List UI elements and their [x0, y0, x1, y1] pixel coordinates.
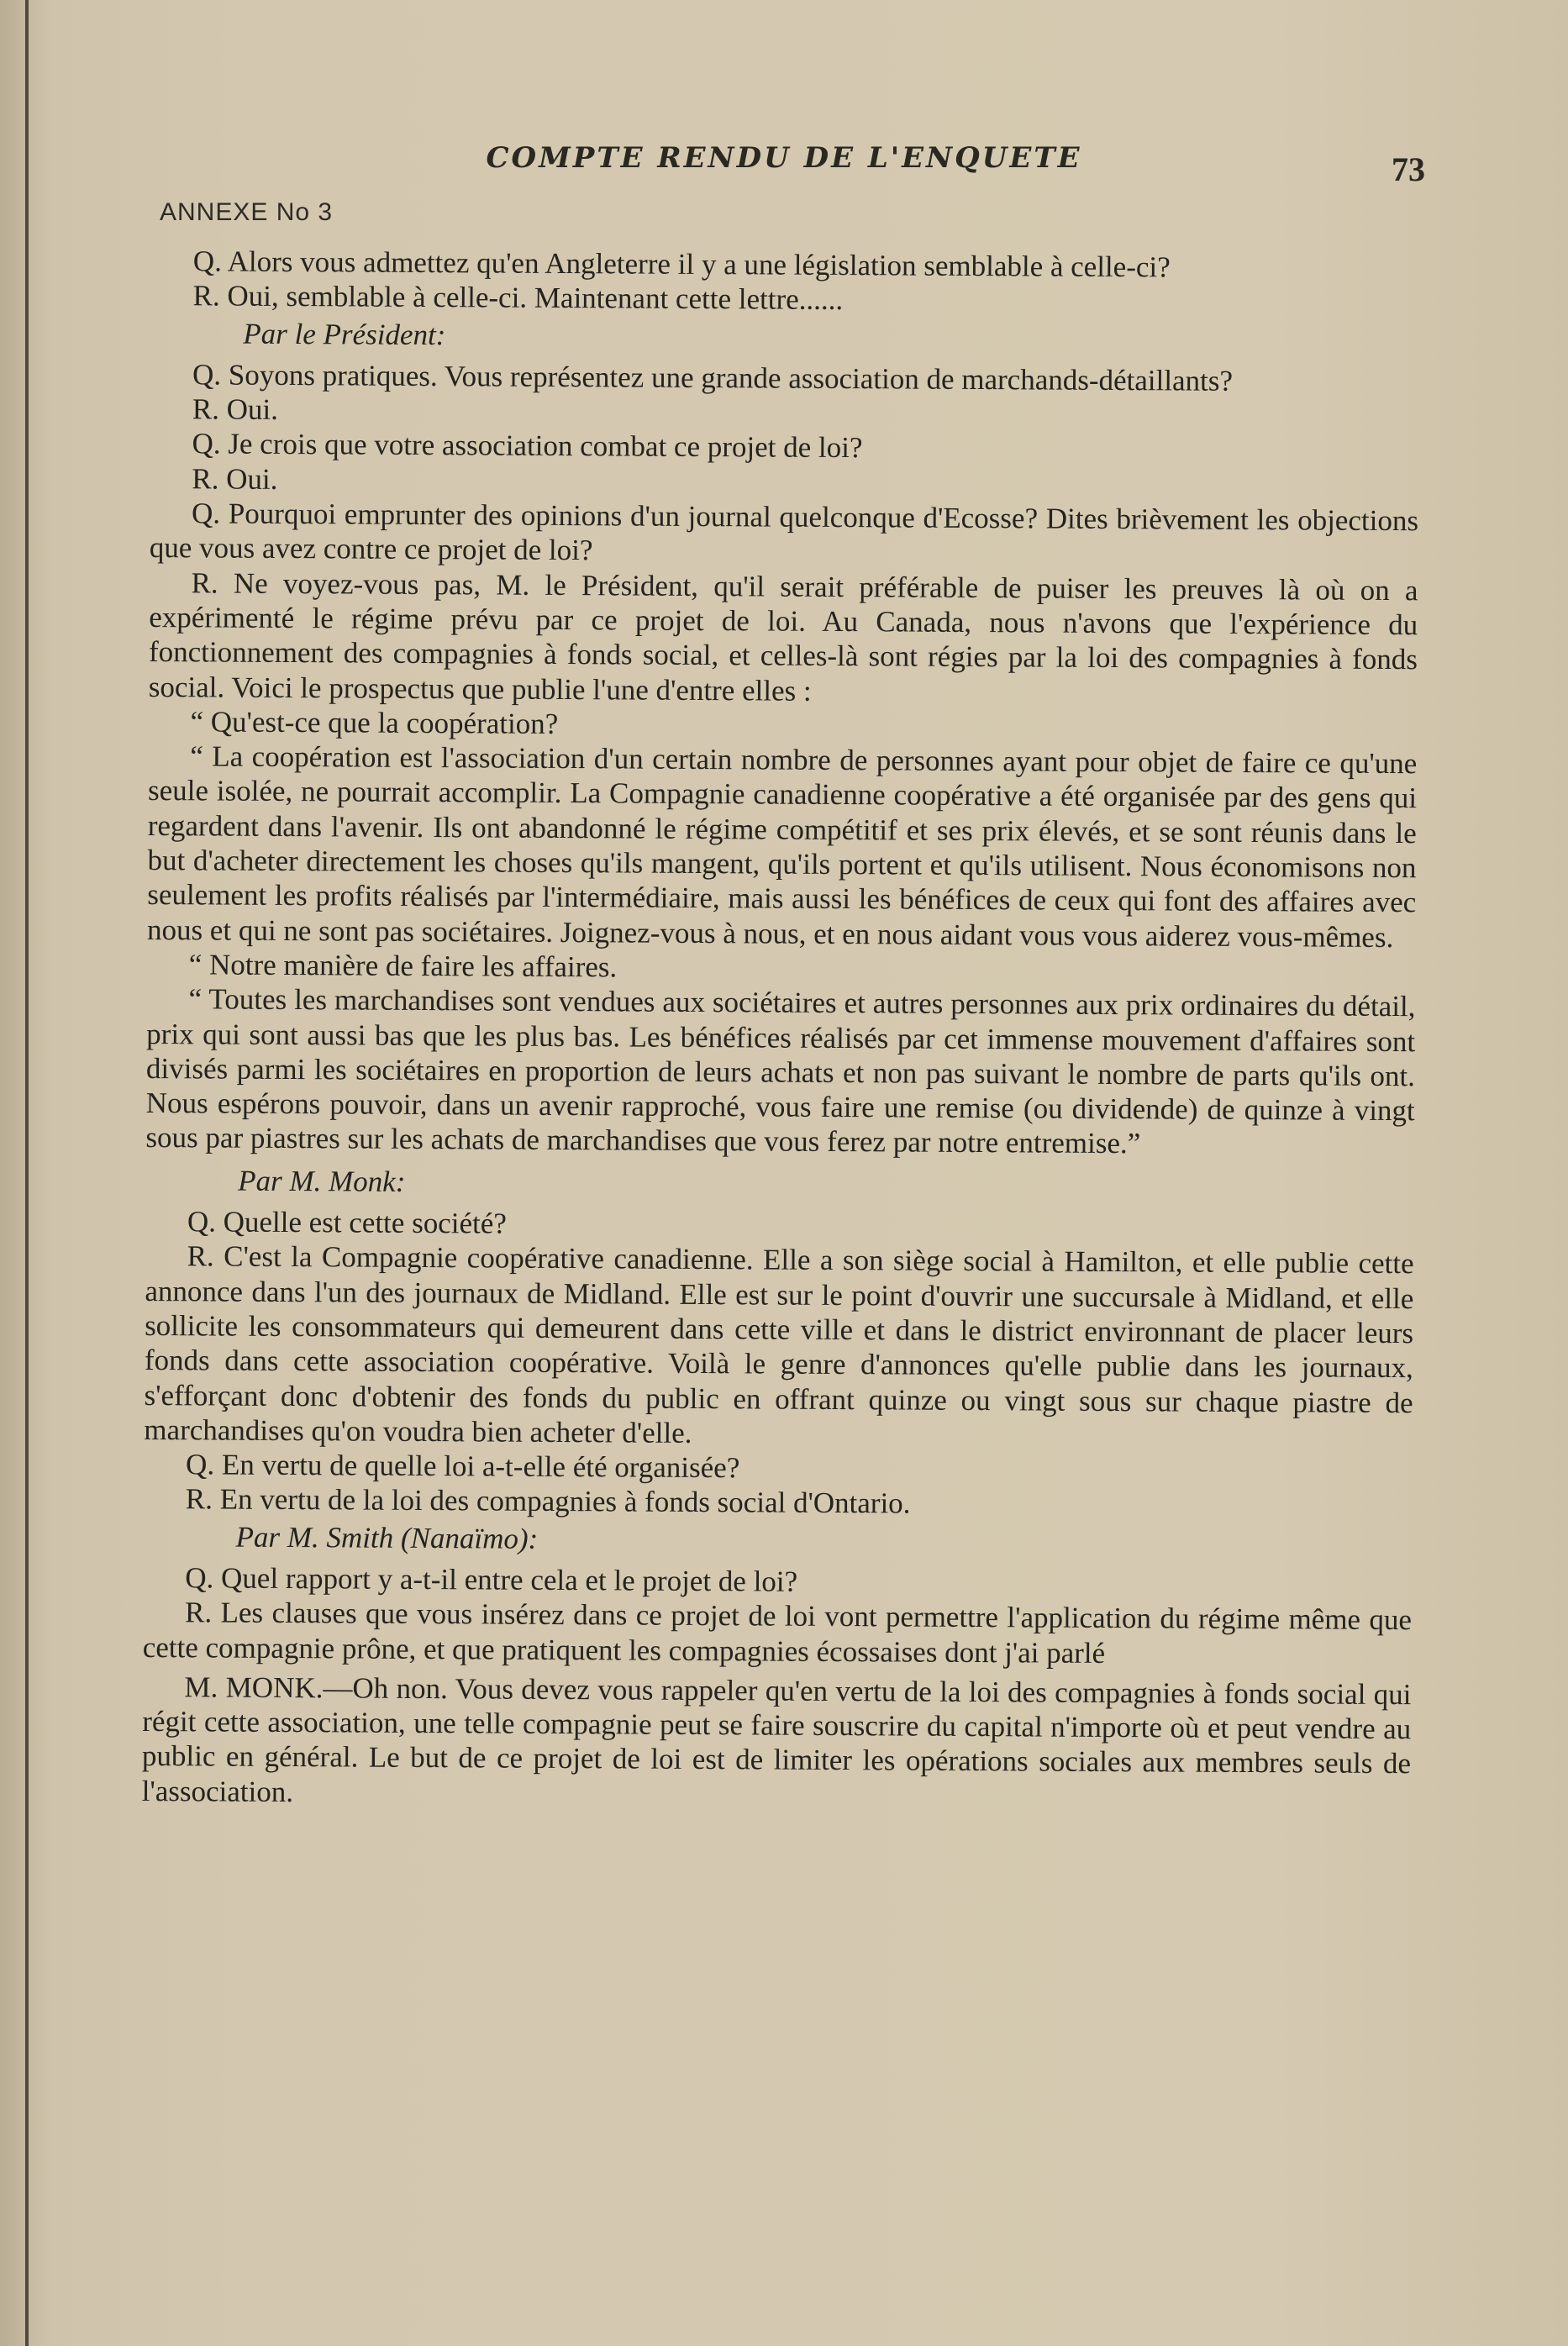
paragraph: R. Les clauses que vous insérez dans ce projet de loi vont permettre l'application du régime même que cette compagnie prône, et que pratiquent les compagnies écossaises dont j'ai parlé	[142, 1596, 1413, 1670]
paragraph: Q. En vertu de quelle loi a-t-elle été organisée?	[186, 1448, 740, 1485]
paragraph: “ La coopération est l'association d'un certain nombre de personnes ayant pour objet de faire ce qu'une seule isolée, ne pourrait accomplir. La Compagnie canadienne coopérative a été organisée par des gens qui regardent dans l'avenir. Ils ont abandonné le régime compétitif et ses prix élevés, et se sont réunis dans le but d'acheter directement les choses qu'ils mangent, qu'ils portent et qu'ils utilisent. Nous économisons non seulement les profits réalisés par l'intermédiaire, mais aussi les bénéfices de ceux qui font des affaires avec nous et qui ne sont pas sociétaires. Joignez-vous à nous, et en nous aidant vous vous aiderez vous-mêmes.	[146, 739, 1418, 954]
running-header: COMPTE RENDU DE L'ENQUETE	[486, 141, 1082, 175]
paragraph: “ Toutes les marchandises sont vendues aux sociétaires et autres personnes aux prix ordinaires du détail, prix qui sont aussi bas que les plus bas. Les bénéfices réalisés par cet immense mouvement d'affaires sont divisés parmi les sociétaires en proportion de leurs achats et non pas suivant le nombre de parts qu'ils ont. Nous espérons pouvoir, dans un avenir rapproché, vous faire une remise (ou dividende) de quinze à vingt sous par piastres sur les achats de marchandises que vous ferez par notre entremise.”	[145, 982, 1416, 1160]
paragraph: “ Notre manière de faire les affaires.	[188, 948, 618, 984]
document-body	[142, 244, 1420, 1816]
paragraph: R. Oui, semblable à celle-ci. Maintenant cette lettre......	[192, 279, 844, 317]
paragraph: R. En vertu de la loi des compagnies à fonds social d'Ontario.	[185, 1482, 911, 1520]
speaker-heading: Par M. Smith (Nanaïmo):	[235, 1520, 539, 1555]
paragraph: Q. Je crois que votre association combat ce projet de loi?	[192, 427, 863, 465]
paragraph: R. Oui.	[192, 462, 278, 496]
paragraph: M. MONK.—Oh non. Vous devez vous rappeler qu'en vertu de la loi des compagnies à fonds social qui régit cette association, une telle compagnie peut se faire souscrire du capital n'importe où et peut vendre au public en général. Le but de ce projet de loi est de limiter les opérations sociales aux membres seuls de l'association.	[141, 1670, 1412, 1808]
binding-edge	[25, 0, 29, 2346]
paragraph: R. C'est la Compagnie coopérative canadienne. Elle a son siège social à Hamilton, et elle publie cette annonce dans l'un des journaux de Midland. Elle est sur le point d'ouvrir une succursale à Midland, et elle sollicite les consommateurs qui demeurent dans cette ville et dans le district environnant de placer leurs fonds dans cette association coopérative. Voilà le genre d'annonces qu'elle publie dans les journaux, s'efforçant donc d'obtenir des fonds du public en offrant quinze ou vingt sous sur chaque piastre de marchandises qu'on voudra bien acheter d'elle.	[144, 1239, 1414, 1449]
page-number: 73	[1392, 150, 1425, 188]
paragraph: Q. Quelle est cette société?	[187, 1205, 507, 1240]
speaker-heading: Par le Président:	[243, 317, 446, 351]
paragraph: Q. Soyons pratiques. Vous représentez une grande association de marchands-détaillants?	[192, 358, 1234, 397]
paragraph: R. Ne voyez-vous pas, M. le Président, qu'il serait préférable de puiser les preuves là où on a expérimenté le régime prévu par ce projet de loi. Au Canada, nous n'avons que l'expérience du fonctionnement des compagnies à fonds social, et celles-là sont régies par la loi des compagnies à fonds social. Voici le prospectus que publie l'une d'entre elles :	[148, 565, 1418, 707]
speaker-heading: Par M. Monk:	[238, 1164, 406, 1198]
paragraph: R. Oui.	[192, 392, 279, 427]
paragraph: Q. Quel rapport y a-t-il entre cela et le projet de loi?	[185, 1561, 798, 1598]
paragraph: “ Qu'est-ce que la coopération?	[190, 705, 559, 740]
paragraph: Q. Pourquoi emprunter des opinions d'un journal quelconque d'Ecosse? Dites brièvement les objections que vous avez contre ce projet de loi?	[149, 497, 1419, 567]
paragraph: Q. Alors vous admettez qu'en Angleterre il y a une législation semblable à celle-ci?	[192, 245, 1171, 284]
annex-label: ANNEXE No 3	[160, 198, 334, 226]
